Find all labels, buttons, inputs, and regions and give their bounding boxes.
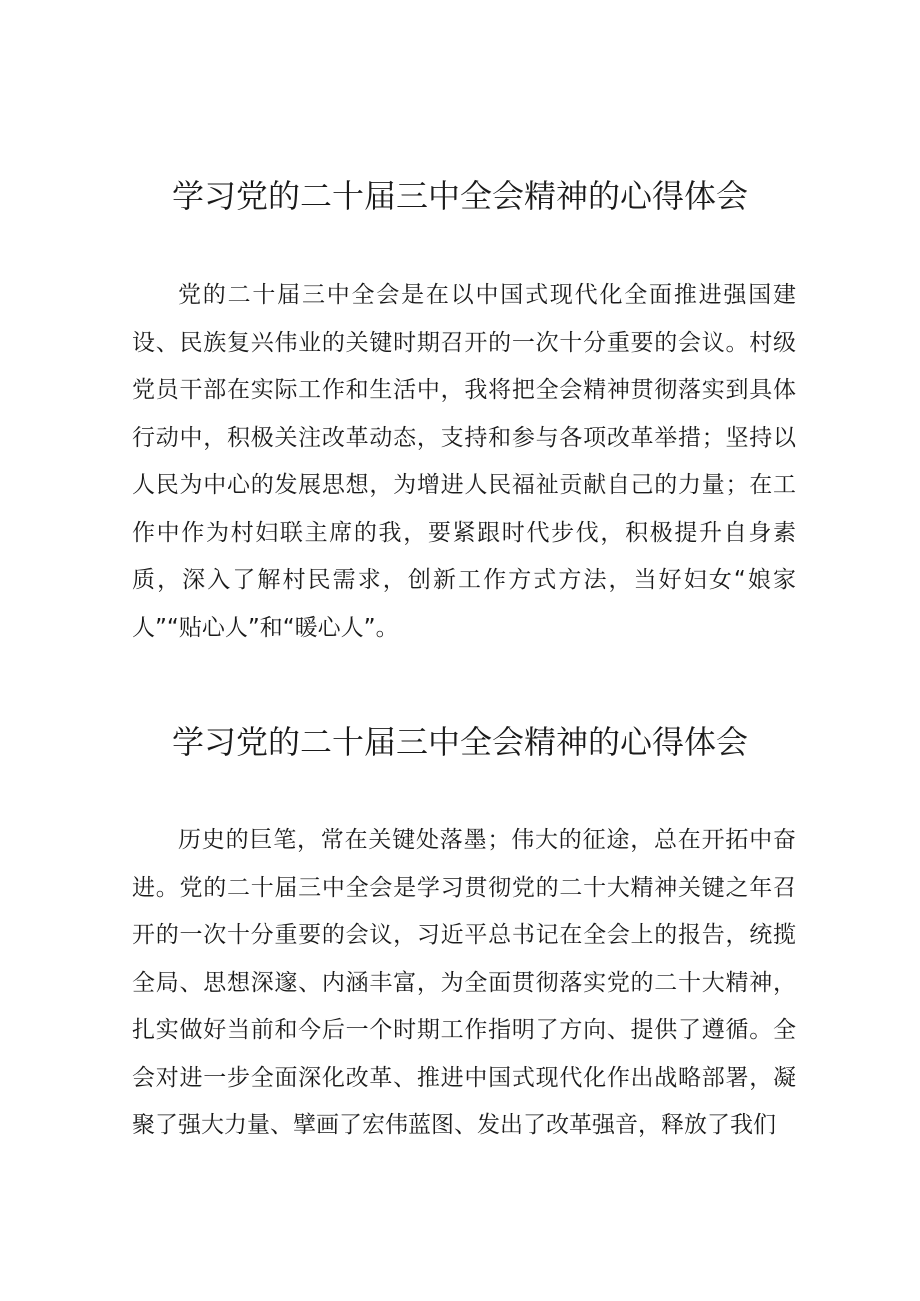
section-1-paragraph: 党的二十届三中全会是在以中国式现代化全面推进强国建设、民族复兴伟业的关键时期召开的一次十分重要的会议。村级党员干部在实际工作和生活中，我将把全会精神贯彻落实到具体行动中，积极关注改革动态，支持和参与各项改革举措；坚持以人民为中心的发展思想，为增进人民福祉贡献自己的力量；在工作中作为村妇联主席的我，要紧跟时代步伐，积极提升自身素质，深入了解村民需求，创新工作方式方法，当好妇女“娘家人”“贴心人”和“暖心人”。 [132, 282, 796, 641]
section-2-title: 学习党的二十届三中全会精神的心得体会 [171, 723, 748, 761]
section-2-paragraph: 历史的巨笔，常在关键处落墨；伟大的征途，总在开拓中奋进。党的二十届三中全会是学习贯彻党的二十大精神关键之年召开的一次十分重要的会议，习近平总书记在全会上的报告，统揽全局、思想深邃、内涵丰富，为全面贯彻落实党的二十大精神，扎实做好当前和今后一个时期工作指明了方向、提供了遵循。全会对进一步全面深化改革、推进中国式现代化作出战略部署，凝聚了强大力量、擘画了宏伟蓝图、发出了改革强音，释放了我们 [132, 827, 796, 1138]
section-1-title: 学习党的二十届三中全会精神的心得体会 [171, 177, 748, 215]
